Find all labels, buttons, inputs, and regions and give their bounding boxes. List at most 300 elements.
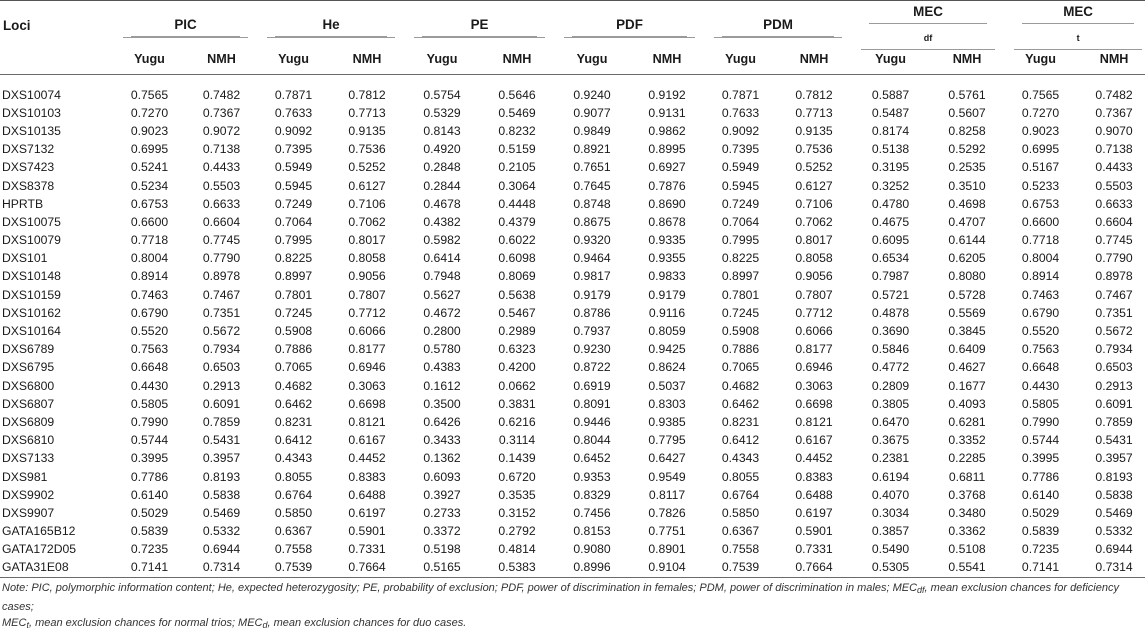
table-cell: 0.9023	[1021, 123, 1060, 138]
table-cell: 0.8914	[130, 269, 169, 284]
table-cell: 0.7718	[1021, 233, 1060, 248]
table-cell: 0.8901	[648, 542, 686, 557]
table-cell: 0.4430	[1021, 378, 1060, 393]
table-cell: 0.5037	[648, 378, 686, 393]
table-cell: 0.5541	[928, 559, 1003, 578]
table-cell: 0.7351	[1095, 305, 1133, 320]
table-cell: 0.3362	[948, 524, 986, 539]
table-row	[0, 250, 1145, 268]
table-cell: 0.4448	[498, 196, 536, 211]
table-cell: 0.9446	[573, 414, 611, 429]
table-cell: 0.9833	[648, 269, 686, 284]
table-cell: 0.6944	[202, 542, 241, 557]
table-cell: 0.8996	[553, 559, 628, 578]
table-cell: 0.8690	[648, 196, 686, 211]
table-cell: 0.6144	[948, 233, 986, 248]
table-cell: 0.4383	[423, 360, 461, 375]
table-cell: 0.7948	[423, 269, 461, 284]
table-cell: 0.6944	[1095, 542, 1133, 557]
table-cell: 0.3535	[498, 487, 536, 502]
table-cell: 0.7812	[348, 87, 386, 102]
locus-name: DXS7423	[2, 160, 55, 175]
table-cell: 0.7751	[648, 524, 686, 539]
table-cell: 0.5029	[1021, 505, 1060, 520]
table-cell: 0.3957	[1095, 451, 1133, 466]
table-cell: 0.8997	[274, 269, 313, 284]
table-cell: 0.7065	[274, 360, 313, 375]
table-cell: 0.8004	[1021, 251, 1060, 266]
table-cell: 0.6462	[721, 396, 760, 411]
table-cell: 0.6093	[423, 469, 461, 484]
table-cell: 0.6488	[795, 487, 833, 502]
table-cell: 0.8225	[274, 251, 313, 266]
table-cell: 0.7664	[328, 559, 403, 578]
table-cell: 0.3768	[948, 487, 986, 502]
table-cell: 0.7871	[274, 87, 313, 102]
table-cell: 0.4382	[423, 214, 461, 229]
table-row	[0, 395, 1145, 413]
table-cell: 0.6323	[498, 342, 536, 357]
table-cell: 0.3927	[423, 487, 461, 502]
table-cell: 0.5887	[871, 87, 910, 102]
table-cell: 0.6205	[948, 251, 986, 266]
table-cell: 0.7138	[1095, 142, 1133, 157]
locus-name: DXS7132	[2, 142, 55, 157]
table-cell: 0.8121	[795, 414, 833, 429]
table-cell: 0.6919	[573, 378, 611, 393]
table-cell: 0.2792	[498, 524, 536, 539]
table-cell: 0.6066	[795, 324, 833, 339]
table-row	[0, 541, 1145, 559]
locus-name: HPRTB	[2, 196, 44, 211]
table-cell: 0.6604	[1095, 214, 1133, 229]
table-cell: 0.9353	[573, 469, 611, 484]
table-cell: 0.5383	[478, 559, 553, 578]
table-cell: 0.5503	[202, 178, 241, 193]
yugu-subheader: Yugu	[1003, 50, 1075, 75]
table-cell: 0.9464	[573, 251, 611, 266]
table-row	[0, 213, 1145, 231]
table-cell: 0.5908	[721, 324, 760, 339]
locus-name: DXS10079	[2, 233, 61, 248]
table-cell: 0.5332	[1095, 524, 1133, 539]
table-cell: 0.2848	[423, 160, 461, 175]
table-cell: 0.7712	[348, 305, 386, 320]
table-row	[0, 559, 1145, 578]
locus-name: GATA172D05	[2, 542, 77, 557]
table-cell: 0.4675	[871, 214, 910, 229]
table-cell: 0.5292	[948, 142, 986, 157]
table-cell: 0.3995	[1021, 451, 1060, 466]
table-cell: 0.3845	[948, 324, 986, 339]
table-cell: 0.6197	[348, 505, 386, 520]
table-cell: 0.9023	[130, 123, 169, 138]
table-cell: 0.3500	[423, 396, 461, 411]
table-cell: 0.6753	[1021, 196, 1060, 211]
group-header: He	[256, 1, 403, 51]
table-cell: 0.8624	[648, 360, 686, 375]
table-row	[0, 195, 1145, 213]
table-cell: 0.7467	[1095, 287, 1133, 302]
table-cell: 0.7367	[202, 105, 241, 120]
table-cell: 0.3252	[871, 178, 910, 193]
table-cell: 0.4627	[948, 360, 986, 375]
table-cell: 0.9092	[721, 123, 760, 138]
table-cell: 0.3675	[871, 433, 910, 448]
table-cell: 0.6600	[1021, 214, 1060, 229]
table-cell: 0.7565	[1021, 87, 1060, 102]
table-cell: 0.6927	[648, 160, 686, 175]
table-cell: 0.6414	[423, 251, 461, 266]
table-cell: 0.6790	[1021, 305, 1060, 320]
subheader-blank	[0, 50, 112, 75]
table-cell: 0.1612	[423, 378, 461, 393]
table-row	[0, 104, 1145, 122]
table-cell: 0.9862	[648, 123, 686, 138]
table-cell: 0.7718	[130, 233, 169, 248]
table-cell: 0.3152	[498, 505, 536, 520]
locus-name: DXS10075	[2, 214, 61, 229]
table-cell: 0.8225	[721, 251, 760, 266]
nmh-subheader: NMH	[1075, 50, 1145, 75]
table-cell: 0.8193	[1095, 469, 1133, 484]
table-cell: 0.4433	[202, 160, 241, 175]
table-cell: 0.6790	[130, 305, 169, 320]
table-cell: 0.6995	[130, 142, 169, 157]
table-cell: 0.6604	[202, 214, 241, 229]
table-row	[0, 432, 1145, 450]
table-cell: 0.7807	[348, 287, 386, 302]
table-cell: 0.5846	[871, 342, 910, 357]
table-cell: 0.7790	[1095, 251, 1133, 266]
table-cell: 0.6698	[348, 396, 386, 411]
table-cell: 0.7633	[721, 105, 760, 120]
locus-name: DXS10159	[2, 287, 61, 302]
table-cell: 0.7065	[721, 360, 760, 375]
table-cell: 0.8080	[948, 269, 986, 284]
table-cell: 0.7565	[130, 87, 169, 102]
table-cell: 0.5520	[1021, 324, 1060, 339]
table-cell: 0.7990	[1021, 414, 1060, 429]
table-row	[0, 359, 1145, 377]
table-cell: 0.5850	[274, 505, 313, 520]
table-cell: 0.6946	[348, 360, 386, 375]
table-cell: 0.4682	[721, 378, 760, 393]
table-row	[0, 523, 1145, 541]
table-cell: 0.2809	[871, 378, 910, 393]
locus-name: GATA31E08	[0, 559, 112, 578]
table-cell: 0.9240	[573, 87, 611, 102]
table-row	[0, 159, 1145, 177]
locus-name: DXS981	[2, 469, 48, 484]
table-cell: 0.9116	[648, 305, 686, 320]
table-cell: 0.8995	[648, 142, 686, 157]
table-row	[0, 286, 1145, 304]
table-cell: 0.4672	[423, 305, 461, 320]
group-header: PE	[403, 1, 553, 51]
table-cell: 0.7270	[130, 105, 169, 120]
table-cell: 0.6281	[948, 414, 986, 429]
table-cell: 0.7871	[721, 87, 760, 102]
table-cell: 0.9320	[573, 233, 611, 248]
table-cell: 0.5672	[1095, 324, 1133, 339]
locus-name: DXS6810	[2, 433, 55, 448]
group-header: PIC	[112, 1, 256, 51]
table-cell: 0.7563	[1021, 342, 1060, 357]
table-cell: 0.5646	[498, 87, 536, 102]
table-cell: 0.3480	[948, 505, 986, 520]
table-cell: 0.4452	[795, 451, 833, 466]
locus-name: DXS10162	[2, 305, 61, 320]
table-cell: 0.8059	[648, 324, 686, 339]
table-cell: 0.3957	[202, 451, 241, 466]
table-row	[0, 486, 1145, 504]
table-cell: 0.7712	[795, 305, 833, 320]
table-cell: 0.5431	[202, 433, 241, 448]
table-cell: 0.5431	[1095, 433, 1133, 448]
table-cell: 0.7249	[721, 196, 760, 211]
table-row	[0, 322, 1145, 340]
table-cell: 0.9192	[648, 87, 686, 102]
table-cell: 0.7801	[721, 287, 760, 302]
locus-name: DXS6807	[2, 396, 55, 411]
table-cell: 0.4452	[348, 451, 386, 466]
table-cell: 0.0662	[498, 378, 536, 393]
table-cell: 0.6753	[130, 196, 169, 211]
table-cell: 0.7790	[202, 251, 241, 266]
table-cell: 0.6367	[721, 524, 760, 539]
table-cell: 0.6066	[348, 324, 386, 339]
table-cell: 0.5638	[498, 287, 536, 302]
table-cell: 0.5469	[202, 505, 241, 520]
table-cell: 0.5754	[423, 87, 461, 102]
table-cell: 0.6995	[1021, 142, 1060, 157]
table-cell: 0.7886	[274, 342, 313, 357]
table-cell: 0.3352	[948, 433, 986, 448]
locus-name: DXS8378	[2, 178, 55, 193]
table-cell: 0.4433	[1095, 160, 1133, 175]
yugu-subheader: Yugu	[850, 50, 928, 75]
table-cell: 0.1362	[423, 451, 461, 466]
table-cell: 0.2381	[871, 451, 910, 466]
table-cell: 0.9817	[573, 269, 611, 284]
table-cell: 0.5672	[202, 324, 241, 339]
table-cell: 0.5305	[850, 559, 928, 578]
table-cell: 0.7558	[274, 542, 313, 557]
table-cell: 0.8091	[573, 396, 611, 411]
table-cell: 0.9070	[1095, 123, 1133, 138]
table-cell: 0.7482	[202, 87, 241, 102]
table-cell: 0.8153	[573, 524, 611, 539]
table-cell: 0.9230	[573, 342, 611, 357]
table-cell: 0.5233	[1021, 178, 1060, 193]
table-row	[0, 341, 1145, 359]
table-cell: 0.7995	[274, 233, 313, 248]
locus-name: DXS10074	[2, 87, 61, 102]
table-cell: 0.8117	[648, 487, 686, 502]
locus-name: DXS10135	[2, 123, 61, 138]
table-cell: 0.5469	[498, 105, 536, 120]
table-cell: 0.3034	[871, 505, 910, 520]
group-header: PDF	[553, 1, 703, 51]
table-cell: 0.4814	[498, 542, 536, 557]
table-cell: 0.7245	[274, 305, 313, 320]
table-cell: 0.6098	[498, 251, 536, 266]
table-cell: 0.7106	[795, 196, 833, 211]
table-cell: 0.7876	[648, 178, 686, 193]
table-cell: 0.8678	[648, 214, 686, 229]
table-cell: 0.7713	[795, 105, 833, 120]
table-cell: 0.7745	[202, 233, 241, 248]
table-row	[0, 122, 1145, 140]
table-cell: 0.5949	[721, 160, 760, 175]
table-cell: 0.5329	[423, 105, 461, 120]
table-cell: 0.5138	[871, 142, 910, 157]
table-cell: 0.9425	[648, 342, 686, 357]
yugu-subheader: Yugu	[403, 50, 478, 75]
table-cell: 0.8193	[202, 469, 241, 484]
table-cell: 0.7270	[1021, 105, 1060, 120]
table-cell: 0.6452	[573, 451, 611, 466]
table-cell: 0.5945	[721, 178, 760, 193]
table-cell: 0.4093	[948, 396, 986, 411]
table-cell: 0.6633	[202, 196, 241, 211]
table-cell: 0.7463	[1021, 287, 1060, 302]
table-cell: 0.7482	[1095, 87, 1133, 102]
table-cell: 0.7633	[274, 105, 313, 120]
table-cell: 0.9056	[795, 269, 833, 284]
table-cell: 0.7812	[795, 87, 833, 102]
table-cell: 0.7713	[348, 105, 386, 120]
table-cell: 0.7539	[256, 559, 328, 578]
table-row	[0, 450, 1145, 468]
table-cell: 0.8058	[795, 251, 833, 266]
table-cell: 0.6127	[795, 178, 833, 193]
table-cell: 0.5469	[1095, 505, 1133, 520]
locus-name: DXS6795	[2, 360, 55, 375]
table-cell: 0.5520	[130, 324, 169, 339]
table-cell: 0.8231	[274, 414, 313, 429]
table-cell: 0.4772	[871, 360, 910, 375]
table-cell: 0.6633	[1095, 196, 1133, 211]
table-cell: 0.3063	[348, 378, 386, 393]
table-cell: 0.9335	[648, 233, 686, 248]
table-cell: 0.6503	[1095, 360, 1133, 375]
table-cell: 0.7807	[795, 287, 833, 302]
table-cell: 0.8722	[573, 360, 611, 375]
table-cell: 0.5805	[130, 396, 169, 411]
table-row	[0, 413, 1145, 431]
table-cell: 0.5805	[1021, 396, 1060, 411]
table-cell: 0.7245	[721, 305, 760, 320]
locus-name: DXS6809	[2, 414, 55, 429]
table-cell: 0.4430	[130, 378, 169, 393]
table-cell: 0.7062	[348, 214, 386, 229]
table-cell: 0.7138	[202, 142, 241, 157]
table-cell: 0.5159	[498, 142, 536, 157]
locus-name: DXS6789	[2, 342, 55, 357]
table-cell: 0.8232	[498, 123, 536, 138]
table-cell: 0.5839	[130, 524, 169, 539]
table-cell: 0.6648	[130, 360, 169, 375]
yugu-subheader: Yugu	[112, 50, 184, 75]
table-cell: 0.6503	[202, 360, 241, 375]
table-cell: 0.5839	[1021, 524, 1060, 539]
table-cell: 0.7536	[795, 142, 833, 157]
group-header: MEC $_{df}$	[850, 1, 1003, 51]
table-cell: 0.5744	[130, 433, 169, 448]
table-cell: 0.7456	[573, 505, 611, 520]
table-cell: 0.8044	[573, 433, 611, 448]
table-cell: 0.5503	[1095, 178, 1133, 193]
table-cell: 0.3805	[871, 396, 910, 411]
table-cell: 0.6140	[1021, 487, 1060, 502]
table-cell: 0.9080	[573, 542, 611, 557]
table-cell: 0.6127	[348, 178, 386, 193]
table-cell: 0.2285	[948, 451, 986, 466]
table-cell: 0.5901	[348, 524, 386, 539]
table-cell: 0.8017	[348, 233, 386, 248]
table-cell: 0.6022	[498, 233, 536, 248]
table-cell: 0.7367	[1095, 105, 1133, 120]
yugu-subheader: Yugu	[256, 50, 328, 75]
table-row	[0, 504, 1145, 522]
table-cell: 0.7331	[795, 542, 833, 557]
table-row	[0, 141, 1145, 159]
table-cell: 0.8329	[573, 487, 611, 502]
table-cell: 0.4878	[871, 305, 910, 320]
table-cell: 0.5850	[721, 505, 760, 520]
nmh-subheader: NMH	[775, 50, 850, 75]
yugu-subheader: Yugu	[703, 50, 775, 75]
table-cell: 0.6427	[648, 451, 686, 466]
table-cell: 0.6600	[130, 214, 169, 229]
table-cell: 0.2800	[423, 324, 461, 339]
table-cell: 0.7826	[648, 505, 686, 520]
table-cell: 0.4707	[948, 214, 986, 229]
table-cell: 0.8121	[348, 414, 386, 429]
table-cell: 0.7745	[1095, 233, 1133, 248]
table-cell: 0.8017	[795, 233, 833, 248]
nmh-subheader: NMH	[328, 50, 403, 75]
locus-name: DXS9902	[2, 487, 55, 502]
table-cell: 0.9179	[648, 287, 686, 302]
table-cell: 0.7235	[1021, 542, 1060, 557]
header-row-sub	[0, 50, 1145, 75]
table-cell: 0.5838	[202, 487, 241, 502]
loci-header: Loci	[0, 1, 112, 51]
yugu-subheader: Yugu	[553, 50, 628, 75]
table-cell: 0.6811	[948, 469, 986, 484]
table-cell: 0.5165	[403, 559, 478, 578]
table-cell: 0.6764	[274, 487, 313, 502]
table-cell: 0.5252	[348, 160, 386, 175]
table-cell: 0.4343	[274, 451, 313, 466]
table-cell: 0.5908	[274, 324, 313, 339]
table-cell: 0.8058	[348, 251, 386, 266]
table-cell: 0.9385	[648, 414, 686, 429]
table-cell: 0.9355	[648, 251, 686, 266]
table-cell: 0.7937	[573, 324, 611, 339]
table-cell: 0.3831	[498, 396, 536, 411]
table-cell: 0.5490	[871, 542, 910, 557]
table-cell: 0.5241	[130, 160, 169, 175]
nmh-subheader: NMH	[928, 50, 1003, 75]
table-cell: 0.7990	[130, 414, 169, 429]
table-cell: 0.5780	[423, 342, 461, 357]
table-cell: 0.7987	[871, 269, 910, 284]
table-cell: 0.7331	[348, 542, 386, 557]
